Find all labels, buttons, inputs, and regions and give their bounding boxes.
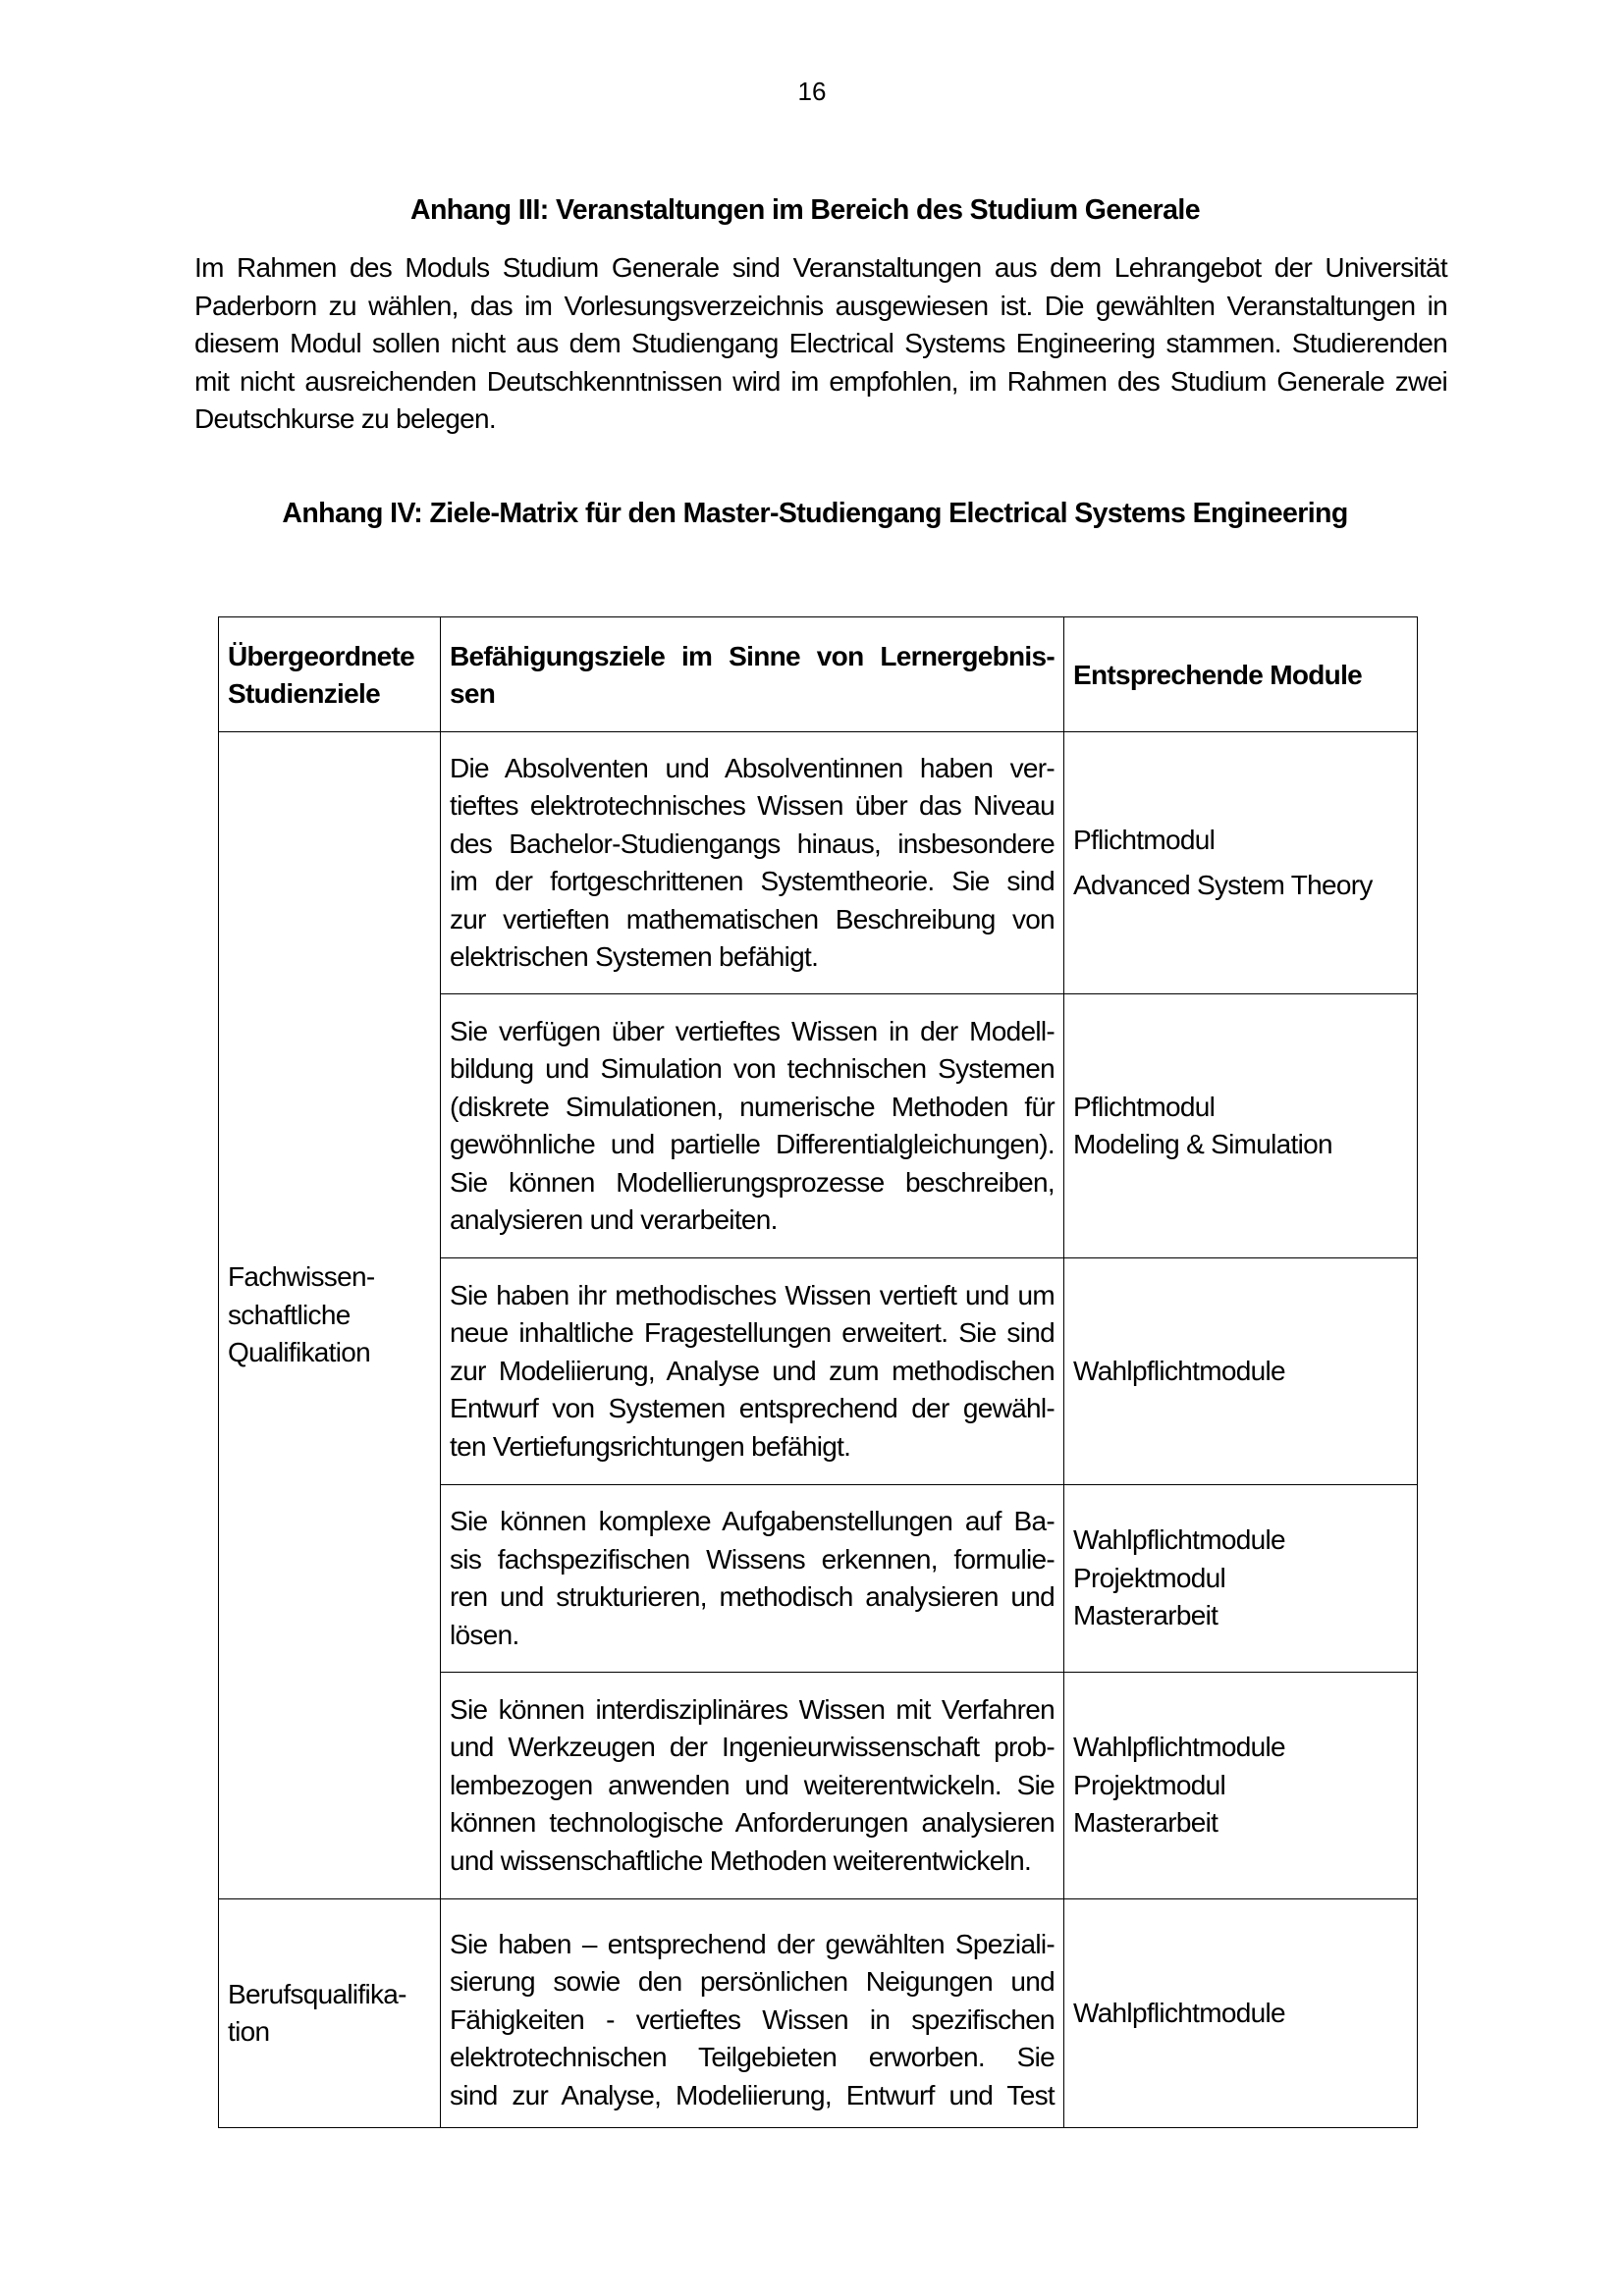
objective-cell: Sie können interdisziplinäres Wissen mit Verfahren und Werkzeugen der Ingenieurwissenschaft prob- lembezogen anwenden und weiterentwickeln. Sie können technologische Anforderungen analysieren und wissenschaftliche Methoden weiterentwickeln. [441,1673,1064,1899]
goals-matrix-table [218,616,1418,2128]
paragraph-line: mit nicht ausreichenden Deutschkenntnissen wird im empfohlen, im Rahmen des Studium Generale zwei [194,365,1447,397]
modules-cell: Wahlpflichtmodule Projektmodul Masterarbeit [1064,1673,1418,1899]
page-number: 16 [797,77,827,106]
modules-cell: Wahlpflichtmodule [1064,1258,1418,1485]
appendix-3-title: Anhang III: Veranstaltungen im Bereich des Studium Generale [410,194,1200,226]
objective-cell: Sie haben ihr methodisches Wissen vertieft und um neue inhaltliche Fragestellungen erweitert. Sie sind zur Modeliierung, Analyse und zum methodischen Entwurf von Systemen entsprechend der gewähl- ten Vertiefungsrichtungen befähigt. [441,1258,1064,1485]
objective-cell: Die Absolventen und Absolventinnen haben ver- tieftes elektrotechnisches Wissen über das Niveau des Bachelor-Studiengangs hinaus, insbesondere im der fortgeschrittenen Systemtheorie. Sie sind zur vertieften mathematischen Beschreibung von elektrischen Systemen befähigt. [441,732,1064,994]
table-row [219,732,1418,994]
appendix-4-title: Anhang IV: Ziele-Matrix für den Master-Studiengang Electrical Systems Engineering [282,498,1348,529]
modules-cell: Wahlpflichtmodule [1064,1899,1418,2128]
goal-cell-career-qualification: Berufsqualifika- tion [219,1899,441,2128]
modules-cell: Pflichtmodul Advanced System Theory [1064,732,1418,994]
header-modules: Entsprechende Module [1064,617,1418,732]
header-goals: Übergeordnete Studienziele [219,617,441,732]
paragraph-line: Deutschkurse zu belegen. [194,403,496,434]
objective-cell: Sie haben – entsprechend der gewählten Speziali- sierung sowie den persönlichen Neigungen und Fähigkeiten - vertieftes Wissen in spezifischen elektrotechnischen Teilgebieten erworben. Sie sind zur Analyse, Modeliierung, Entwurf und Test [441,1899,1064,2128]
goal-cell-professional-qualification: Fachwissen- schaftliche Qualifikation [219,732,441,1899]
paragraph-line: diesem Modul sollen nicht aus dem Studiengang Electrical Systems Engineering stammen. Studierenden [194,328,1447,358]
objective-cell: Sie können komplexe Aufgabenstellungen auf Ba- sis fachspezifischen Wissens erkennen, formulie- ren und strukturieren, methodisch analysieren und lösen. [441,1485,1064,1673]
table-row [219,1899,1418,2128]
table-header-row [219,617,1418,732]
header-objectives: Befähigungsziele im Sinne von Lernergebnis- sen [441,617,1064,732]
modules-cell: Wahlpflichtmodule Projektmodul Masterarbeit [1064,1485,1418,1673]
paragraph-line: Im Rahmen des Moduls Studium Generale sind Veranstaltungen aus dem Lehrangebot der Universität [194,252,1447,283]
objective-cell: Sie verfügen über vertieftes Wissen in der Modell- bildung und Simulation von technischen Systemen (diskrete Simulationen, numerische Methoden für gewöhnliche und partielle Differentialgleichungen). Sie können Modellierungsprozesse beschreiben, analysieren und verarbeiten. [441,994,1064,1258]
appendix-3-paragraph [194,249,1447,439]
paragraph-line: Paderborn zu wählen, das im Vorlesungsverzeichnis ausgewiesen ist. Die gewählten Veranstaltungen in [194,290,1447,321]
modules-cell: Pflichtmodul Modeling & Simulation [1064,994,1418,1258]
